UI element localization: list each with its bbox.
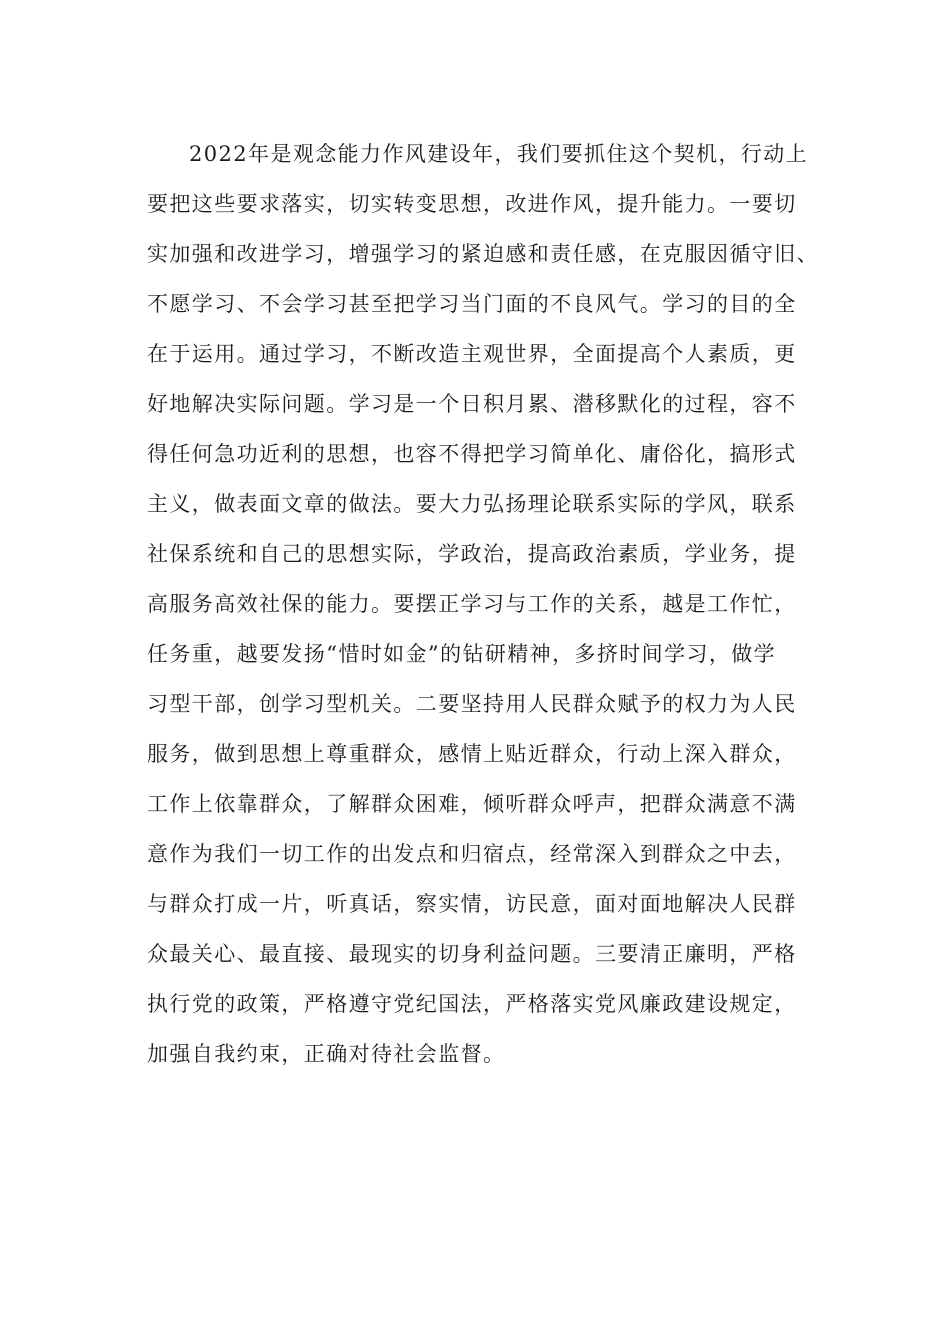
paragraph-line-18: 执行党的政策，严格遵守党纪国法，严格落实党风廉政建设规定， — [147, 992, 797, 1016]
paragraph-line-16: 与群众打成一片，听真话，察实情，访民意，面对面地解决人民群 — [147, 892, 797, 916]
paragraph-line-8: 主义，做表面文章的做法。要大力弘扬理论联系实际的学风，联系 — [147, 492, 797, 516]
paragraph-line-14: 工作上依靠群众，了解群众困难，倾听群众呼声，把群众满意不满 — [147, 792, 797, 816]
paragraph-line-9: 社保系统和自己的思想实际，学政治，提高政治素质，学业务，提 — [147, 542, 797, 566]
paragraph-line-4: 不愿学习、不会学习甚至把学习当门面的不良风气。学习的目的全 — [147, 292, 797, 316]
paragraph-line-17: 众最关心、最直接、最现实的切身利益问题。三要清正廉明，严格 — [147, 942, 797, 966]
paragraph-line-3: 实加强和改进学习，增强学习的紧迫感和责任感，在克服因循守旧、 — [147, 242, 819, 266]
paragraph-line-1: 2022年是观念能力作风建设年，我们要抓住这个契机，行动上 — [189, 142, 809, 166]
paragraph-line-5: 在于运用。通过学习，不断改造主观世界，全面提高个人素质，更 — [147, 342, 797, 366]
paragraph-line-7: 得任何急功近利的思想，也容不得把学习简单化、庸俗化，搞形式 — [147, 442, 797, 466]
paragraph-line-2: 要把这些要求落实，切实转变思想，改进作风，提升能力。一要切 — [147, 192, 797, 216]
paragraph-line-11: 任务重，越要发扬“惜时如金”的钻研精神，多挤时间学习，做学 — [147, 642, 777, 666]
paragraph-line-19: 加强自我约束，正确对待社会监督。 — [147, 1042, 506, 1066]
paragraph-line-10: 高服务高效社保的能力。要摆正学习与工作的关系，越是工作忙， — [147, 592, 797, 616]
paragraph-line-13: 服务，做到思想上尊重群众，感情上贴近群众，行动上深入群众， — [147, 742, 797, 766]
paragraph-line-12: 习型干部，创学习型机关。二要坚持用人民群众赋予的权力为人民 — [147, 692, 797, 716]
paragraph-line-6: 好地解决实际问题。学习是一个日积月累、潜移默化的过程，容不 — [147, 392, 797, 416]
paragraph-line-15: 意作为我们一切工作的出发点和归宿点，经常深入到群众之中去， — [147, 842, 797, 866]
